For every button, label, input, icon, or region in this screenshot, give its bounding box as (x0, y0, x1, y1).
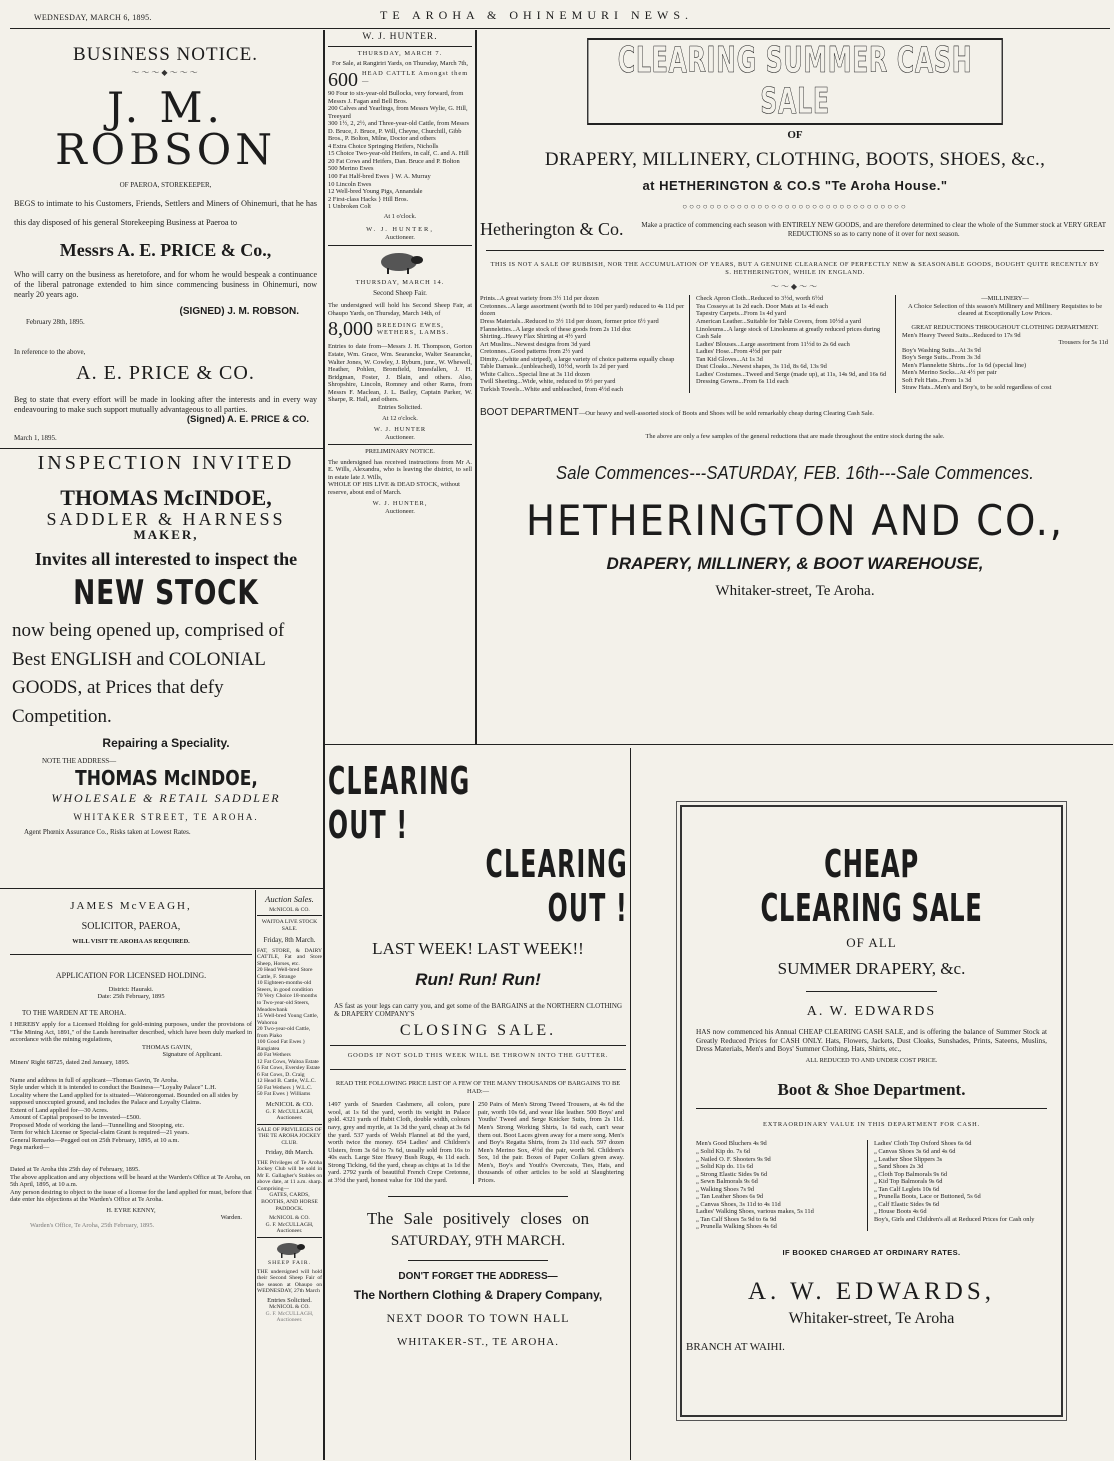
lot-item: 1 Unbroken Colt (328, 203, 371, 211)
clearing-title-2: CLEARING OUT ! (485, 842, 628, 931)
stock-item: 12 Head B. Cattle, W.L.C. (257, 1078, 316, 1085)
warden-name: H. EYRE KENNY, (106, 1206, 156, 1214)
cost-price: ALL REDUCED TO AND UNDER COST PRICE. (805, 1056, 938, 1064)
boot-item: Ladies' Walking Shoes, various makes, 5s 11d (696, 1208, 814, 1216)
stock-item: 20 Two-year-old Cattle, from Piako (257, 1026, 311, 1039)
gutter-line: GOODS IF NOT SOLD THIS WEEK WILL BE THROWN INTO THE GUTTER. (347, 1051, 609, 1059)
of-line: OF (787, 128, 803, 141)
dont-forget: DON'T FORGET THE ADDRESS— (398, 1271, 558, 1283)
price-item: Straw Hats...Men's and Boy's, to be sold regardless of cost (902, 384, 1052, 392)
price-signature: (Signed) A. E. PRICE & CO. (186, 414, 309, 426)
practice-text: Make a practice of commencing each season with ENTIRELY NEW GOODS, and are therefore determined to clear the whole of the Summer stock at VERY GREAT REDUCTIONS so as to carry none of it over for next season. (641, 221, 1107, 238)
price-item: Dust Cloaks...Newest shapes, 3s 11d, 8s 6d, 13s 9d (696, 363, 827, 371)
genuine-notice: THIS IS NOT A SALE OF RUBBISH, NOR THE ACCUMULATION OF YEARS, BUT A GENUINE CLEARANCE OF PERFECTLY NEW & SEASONABLE GOODS, BOUGHT QUITE RECENTLY BY S. HETHERINGTON, WHILE IN ENGLAND. (490, 261, 1100, 276)
warden-office: Warden's Office, Te Aroha, 25th February, 1895. (30, 1221, 155, 1229)
privileges-items: GATES, CARDS, BOOTHS, AND HORSE PADDOCK. (261, 1192, 318, 1212)
price-item: Turkish Towels...White and unbleached, from 4½d each (480, 385, 624, 393)
boot-item: „ Cloth Top Balmorals 9s 6d (874, 1170, 948, 1178)
stock-item: 6 Fat Cows, D. Craig (257, 1071, 305, 1078)
boot-department: Boot & Shoe Department. (777, 1080, 966, 1100)
stock-item: 50 Fat Ewes } Williams (257, 1091, 311, 1098)
invite-line: Invites all interested to inspect the (34, 549, 298, 570)
auction-sign: McNICOL & CO. (265, 1100, 314, 1108)
booked-line: IF BOOKED CHARGED AT ORDINARY RATES. (782, 1247, 961, 1257)
robson-notice: BUSINESS NOTICE. ～～～◆～～～ J. M. ROBSON OF PAEROA, STOREKEEPER, BEGS to intimate to his Customers, Friends, Settlers and Miners of Ohinemuri, that he has this day disposed of his general Storekeeping Business at Paeroa to Messrs A. E. PRICE & Co., Who will carry on the business as heretofore, and for whom he would bespeak a continuance of the liberal patronage extended to him since commencing business in Ohinemuri, now nearly 20 years ago. (SIGNED) J. M. ROBSON. February 28th, 1895. In reference to the above, A. E. PRICE & CO. Beg to state that every effort will be made in looking after the interests and in every way endeavouring to make such support mutually advantageous to all parties. (Signed) A. E. PRICE & CO. March 1, 1895. (14, 44, 317, 443)
heard-line: The above application and any objections will be heard at the Warden's Office at Te Aroha, on 5th April, 1895, at 10 a.m. (10, 1173, 251, 1189)
boot-heading: BOOT DEPARTMENT (480, 407, 579, 419)
sheep-entries: Entries Solicited. (267, 1296, 312, 1304)
lot-item: 20 Fat Cows and Heifers, Dan. Bruce and P. Bolton (328, 157, 460, 165)
lot-item: 500 Merino Ewes (328, 165, 374, 173)
boot-item: „ Sand Shoes 2s 3d (874, 1163, 924, 1171)
price-item: Prints...A great variety from 3½ 11d per dozen (480, 295, 599, 303)
boot-item: „ Canvas Shoes 3s 6d and 4s 6d (874, 1147, 956, 1155)
hetherington-address: Whitaker-street, Te Aroha. (715, 583, 875, 600)
next-door: NEXT DOOR TO TOWN HALL (386, 1311, 570, 1326)
goods-line: DRAPERY, MILLINERY, CLOTHING, BOOTS, SHOES, &c., (544, 149, 1046, 171)
applicant-sig: Signature of Applicant. (162, 1051, 222, 1059)
lot-item: 10 Lincoln Ewes (328, 180, 372, 188)
firm-name: Hetherington & Co. (480, 219, 624, 240)
prelim-whole: WHOLE OF HIS LIVE & DEAD STOCK, without reserve, about end of March. (328, 481, 460, 496)
company-street: WHITAKER-ST., TE AROHA. (397, 1336, 559, 1349)
stock-item: 50 Fat Wethers } W.L.C. (257, 1084, 313, 1091)
stock-item: 20 Head Well-bred Store Cattle, F. Strange (257, 967, 313, 980)
price-item: Twill Sheeting...Wide, white, reduced to 9½ per yard (480, 378, 616, 386)
lot-item: 300 1½, 2, 2½, and Three-year-old Cattle, from Messrs D. Bruce, J. Bruce, P. Will, Cheyne, Churchill, Gibb Bros., P. Bolton, Milne, Doctor and others (328, 120, 470, 143)
price-item: Cretonnes...A large assortment (worth 8d to 10d per yard) reduced to 4s 11d per dozen (480, 302, 685, 318)
reference-line: In reference to the above, (14, 348, 86, 357)
warehouse-line: DRAPERY, MILLINERY, & BOOT WAREHOUSE, (606, 553, 984, 573)
issue-date: WEDNESDAY, MARCH 6, 1895. (34, 13, 152, 22)
mcnicol-auction-sales (257, 893, 322, 1455)
boot-item: „ Tan Calf Leglets 10s 6d (874, 1185, 940, 1193)
price-item: Ladies' Blouses...Large assortment from 11½d to 2s 6d each (696, 340, 850, 348)
mcindoe-trade-2: MAKER, (133, 527, 199, 543)
price-item: Men's Heavy Tweed Suits...Reduced to 17s 9d (902, 331, 1021, 339)
privileges-date: Friday, 8th March. (265, 1149, 314, 1157)
boot-item: „ Nailed O. F. Shooters 9s 9d (696, 1155, 771, 1163)
cattle-count: 600 (328, 69, 358, 92)
summer-drapery: SUMMER DRAPERY, &c. (777, 959, 966, 979)
of-all: OF ALL (846, 935, 897, 951)
price-item: Shirting...Heavy Flax Shirting at 4½ yard (480, 333, 586, 341)
repairing-line: Repairing a Speciality. (102, 736, 230, 751)
auction-firm: McNICOL & CO. (269, 906, 310, 913)
cattle-heading: HEAD CATTLE Amongst them— (362, 70, 469, 85)
millinery-text: A Choice Selection of this season's Millinery and Millinery Requisites to be cleared at Exceptionally Low Prices. (907, 302, 1103, 318)
detail-item: Locality where the Land applied for is situated—Waiorongomai. Bounded on all sides by supposed unoccupied ground, and includes the Palace and Loyalty Claims. (10, 1091, 239, 1107)
holding-district: District: Hauraki. (108, 985, 154, 993)
price-item: Men's Merino Socks...At 4½ per pair (902, 369, 997, 377)
robson-body: BEGS to intimate to his Customers, Friends, Settlers and Miners of Ohinemuri, that he has this day disposed of his general Storekeeping Business at Paeroa to (14, 199, 317, 227)
edwards-advert (680, 805, 1063, 1417)
auctioneer-title: Auctioneer. (385, 233, 415, 241)
price-item: Dimity...(white and striped), a large variety of choice patterns equally cheap (480, 355, 675, 363)
buyer-name: Messrs A. E. PRICE & Co., (59, 239, 272, 260)
price-item: Table Damask...(unbleached), 10½d, worth 1s 2d per yard (480, 363, 629, 371)
dated-line: Dated at Te Aroha this 25th day of February, 1895. (10, 1165, 140, 1173)
mcveagh-name: JAMES McVEAGH, (70, 900, 192, 912)
stock-item: 40 Fat Wethers (257, 1052, 291, 1059)
detail-item: Name and address in full of applicant—Thomas Gavin, Te Aroha. (10, 1076, 179, 1084)
lot-item: 2 First-class Hacks } Hill Bros. (328, 195, 409, 203)
stock-item: 10 Eighteen-months-old Steers, in good condition (257, 980, 313, 993)
auction-sign-3: McNICOL & CO. (269, 1304, 310, 1311)
detail-item: Style under which it is intended to conduct the Business—"Loyalty Palace" L.H. (10, 1084, 217, 1092)
robson-signature: (SIGNED) J. M. ROBSON. (179, 306, 299, 318)
sale-date-1: THURSDAY, MARCH 7. (357, 49, 443, 57)
sheep-fair-heading: SHEEP FAIR. (267, 1260, 311, 1267)
sale-closes: The Sale positively closes on (366, 1209, 590, 1229)
privileges-sale: SALE OF PRIVILEGES OF THE TE AROHA JOCKEY CLUB. (257, 1126, 322, 1146)
lot-item: 100 Fat Half-bred Ewes } W. A. Murray (328, 173, 431, 181)
sale-time: At 1 o'clock. (383, 212, 417, 220)
sale-commences: Sale Commences---SATURDAY, FEB. 16th---Sale Commences. (555, 462, 1035, 483)
cattle-list (328, 90, 472, 211)
boot-item: „ Sewn Balmorals 9s 6d (696, 1178, 758, 1186)
price-item: Tan Kid Gloves...At 1s 3d (696, 355, 763, 363)
lot-item: 15 Choice Two-year-old Heifers, in calf, C. and A. Hill (328, 150, 469, 158)
notice-heading: BUSINESS NOTICE. (73, 44, 258, 65)
detail-item: Extent of Land applied for—30 Acres. (10, 1106, 109, 1114)
mcveagh-column (10, 894, 252, 1456)
mcindoe-name-2: THOMAS McINDOE, (74, 766, 258, 791)
edwards-name-2: A. W. EDWARDS, (748, 1277, 995, 1305)
house-line: at HETHERINGTON & CO.S "Te Aroha House." (642, 178, 948, 194)
boot-item: Boy's, Girls and Children's all at Reduced Prices for Cash only (874, 1215, 1035, 1223)
sale-title: CLEARING SUMMER CASH SALE (587, 38, 1003, 125)
lead-lot: FAT, STORE, & DAIRY CATTLE, Fat and Store Sheep, Horses, etc. (257, 947, 322, 967)
miners-right: Miners' Right 68725, dated 2nd January, 1895. (10, 1058, 130, 1066)
holding-details (10, 1077, 252, 1152)
mcveagh-visit: WILL VISIT TE AROHA AS REQUIRED. (72, 938, 190, 946)
boot-prices-left (696, 1140, 868, 1231)
price-list-1 (480, 295, 690, 393)
holding-heading: APPLICATION FOR LICENSED HOLDING. (55, 970, 207, 980)
newspaper-title: TE AROHA & OHINEMURI NEWS. (380, 9, 693, 22)
entries-solicited: Entries Solicited. (377, 403, 423, 411)
sheep-fair: Second Sheep Fair. (373, 289, 427, 298)
fair-entries: Entries to date from—Messrs J. H. Thompson, Gorton Estate, Wm. Grace, Wm. Searancke, Walter Searancke, Walter Jones, W. Cowley, J. Ryburn, junr., W. Whewell, Heather, Pohlen, Bromfield, Innesfallen, J. H. Bridgman, Foster, J. Blain, and others. Also, Shropshire, Lincoln, Romney and other Rams, from Messrs F. Maclean, J. L. Bailey, Captain Parker, W. Sharpe, R. Hall, and others. (328, 343, 472, 404)
edwards-address: Whitaker-street, Te Aroha (788, 1310, 955, 1328)
prelim-heading: PRELIMINARY NOTICE. (365, 448, 435, 456)
price-list-heading: READ THE FOLLOWING PRICE LIST OF A FEW OF THE MANY THOUSANDS OF BARGAINS TO BE HAD:— (335, 1080, 621, 1095)
boot-item: „ Kid Top Balmorals 9s 6d (874, 1178, 943, 1186)
robson-name: J. M. ROBSON (55, 83, 276, 175)
auction-auctioneer-2: G. F. McCULLAGH, Auctioneer. (265, 1221, 314, 1235)
price-item: Check Apron Cloth...Reduced to 3½d, worth 6½d (696, 295, 824, 303)
price-item: Boy's Serge Suits...From 3s 3d (902, 354, 981, 362)
sale-day: SATURDAY, 9TH MARCH. (390, 1232, 566, 1249)
price-item: Cretonnes...Good patterns from 2½ yard (480, 348, 584, 356)
boot-item: „ Leather Shoe Slippers 3s (874, 1155, 943, 1163)
price-list-2 (696, 295, 896, 393)
robson-body2: Who will carry on the business as heretofore, and for whom he would bespeak a continuance of the liberal patronage extended to him since commencing business in Ohinemuri, now nearly 20 years ago. (14, 270, 317, 300)
edwards-body: HAS now commenced his Annual CHEAP CLEARING CASH SALE, and is offering the balance of Summer Stock at Greatly Reduced Prices for CASH ONLY. Hats, Flowers, Jackets, Dust Cloaks, Sunshades, Prints, Sateens, Muslins, Dress Materials, Men's and Boys' Summer Clothing, Hats, Shirts, etc., (696, 1026, 1047, 1054)
detail-item: Proposed Mode of working the land—Tunnelling and Stooping, etc. (10, 1121, 185, 1129)
mcindoe-trade-3: WHOLESALE & RETAIL SADDLER (51, 791, 281, 806)
price-item: Men's Flannelette Shirts...for 1s 6d (special line) (902, 361, 1027, 369)
robson-date: February 28th, 1895. (26, 317, 85, 326)
auctioneer-name-2: W. J. HUNTER (373, 425, 427, 433)
price-list-3 (902, 332, 1108, 392)
stock-item: 12 Fat Cows, Waitoa Estate (257, 1058, 319, 1065)
price-body: Beg to state that every effort will be made in looking after the interests and in every way endeavouring to make such support mutually advantageous to all parties. (14, 395, 317, 415)
mcveagh-title: SOLICITOR, PAEROA, (81, 920, 181, 932)
boot-item: „ Calf Elastic Sides 9s 6d (874, 1200, 940, 1208)
clearing-out-advert (328, 748, 628, 1458)
price-item: Tea Cosseys at 1s 2d each. Door Mats at 1s 4d each (696, 302, 828, 310)
boot-item: „ Prunella Walking Shoes 4s 6d (696, 1223, 777, 1231)
robson-trade: OF PAEROA, STOREKEEPER, (119, 181, 212, 190)
detail-item: General Remarks—Pegged out on 25th February, 1895, at 10 a.m. (10, 1136, 180, 1144)
stock-list (257, 967, 322, 1098)
auctioneer-title-2: Auctioneer. (385, 433, 415, 441)
closing-sale: CLOSING SALE. (399, 1022, 557, 1040)
holding-date: Date: 25th February, 1895 (97, 993, 165, 1001)
edwards-title: CHEAP CLEARING SALE (760, 842, 983, 930)
price-item: Dressing Gowns...From 6s 11d each (696, 378, 789, 386)
sheep-fair-body: THE undersigned will hold their Second Sheep Fair of the season at Ohaupo on WEDNESDAY, 27th March (257, 1268, 322, 1295)
sheep-heading: BREEDING EWES, WETHERS, LAMBS. (377, 321, 449, 337)
sheep-icon (375, 250, 425, 274)
auction-sign-2: McNICOL & CO. (269, 1215, 310, 1222)
auctioneer-name: W. J. HUNTER, (366, 226, 434, 234)
holding-body: I HEREBY apply for a Licensed Holding for gold-mining purposes, under the provisions of "The Mining Act, 1891," of the Lands hereinafter described, which have been duly marked in accordance with the mining regulations, (10, 1021, 252, 1044)
auctioneer-title-3: Auctioneer. (385, 507, 415, 515)
price-item: Art Muslins...Newest designs from 3d yard (480, 340, 591, 348)
stock-item: 6 Fat Cows, Eversley Estate (257, 1065, 320, 1072)
run-line: Run! Run! Run! (415, 970, 541, 990)
millinery-heading: —MILLINERY— (981, 295, 1029, 303)
boot-item: Men's Good Bluchers 4s 9d (696, 1140, 767, 1148)
auctioneer-name-3: W. J. HUNTER, (372, 500, 428, 508)
sale-date-2: THURSDAY, MARCH 14. (355, 278, 445, 286)
price-item: Ladies' Hose...From 4½d per pair (696, 348, 782, 356)
bargains-right: 250 Pairs of Men's Strong Tweed Trousers, at 4s 6d the pair, worth 10s 6d, and wear like leather. 500 Boys' and Youths' Tweed and Serge Knicker Suits, from 2s 11d. Men's Strong Working Shirts, 1s 6d each, can't wear them out. Boot Laces given away for a mere song. Men's and Boy's Regatta Shirts, from 2s 11d each. 597 dozen Men's Merino Sox, 4½d the pair, worth 9d. Children's Sox, 1d the pair. Boxes of Paper Collars given away. Men's, Boy's and Youth's Overcoats, Ties, Hats, and thousands of other articles to be sold at Slaughtering Prices. (478, 1101, 624, 1184)
boot-item: Ladies' Cloth Top Oxford Shoes 6s 6d (874, 1140, 972, 1148)
clothing-heading: GREAT REDUCTIONS THROUGHOUT CLOTHING DEPARTMENT. (911, 324, 1099, 331)
boot-item: „ Canvas Shoes, 3s 11d to 4s 11d (696, 1200, 781, 1208)
stock-item: 70 Very Choice 18-months to Two-year-old Steers, Meadowbank (257, 993, 318, 1013)
boot-item: „ Strong Elastic Sides 9s 6d (696, 1170, 768, 1178)
boot-item: „ Solid Kip do. 11s 6d (696, 1163, 753, 1171)
price-item: Soft Felt Hats...From 1s 3d (902, 376, 972, 384)
new-stock: NEW STOCK (73, 572, 259, 613)
lot-item: 90 Four to six-year-old Bullocks, very forward, from Messrs J. Fagan and Bell Bros. (328, 90, 464, 105)
masthead (0, 0, 1114, 28)
price-item: Linoleums...A large stock of Linoleums at greatly reduced prices during Cash Sale (696, 325, 881, 341)
sale-intro: For Sale, at Rangiriri Yards, on Thursday, March 7th, (332, 60, 468, 68)
agent-line: Agent Phœnix Assurance Co., Risks taken at Lowest Rates. (24, 828, 191, 837)
boot-item: „ Tan Calf Shoes 5s 9d to 6s 9d (696, 1215, 777, 1223)
mcindoe-trade: SADDLER & HARNESS (46, 509, 286, 530)
sale-time-2: At 12 o'clock. (382, 415, 418, 423)
privileges-body: THE Privileges of Te Aroha Jockey Club will be sold in Mr E. Gallagher's Stables on above date, at 11 a.m. sharp. Comprising— (257, 1159, 322, 1192)
waitoa-sale: WAITOA LIVE STOCK SALE. (261, 919, 318, 932)
price-item: Trousers for 5s 11d (1058, 339, 1108, 347)
company-name: The Northern Clothing & Drapery Company, (353, 1287, 603, 1302)
stock-item: 100 Good Fat Ewes } Rangiatea (257, 1039, 306, 1052)
last-week: LAST WEEK! LAST WEEK!! (372, 938, 584, 958)
price-item: Flannelettes...A large stock of these goods from 2s 11d doz (480, 325, 631, 333)
boot-item: „ House Boots 4s 6d (874, 1208, 927, 1216)
prelim-body: The undersigned has received instructions from Mr A. E. Wills, Alexandra, who is leaving the district, to sell in estate late J. Wills, (328, 458, 472, 481)
sheep-icon (273, 1240, 307, 1258)
auction-heading: Auction Sales. (265, 894, 314, 904)
boot-prices-right (874, 1140, 1046, 1231)
detail-item: Amount of Capital proposed to be invested—£500. (10, 1114, 141, 1122)
hunter-name: W. J. HUNTER. (362, 32, 438, 42)
fair-body: The undersigned will hold his Second Sheep Fair, at Ohaupo Yards, on Thursday, March 14th, of (328, 302, 472, 317)
applicant-name: THOMAS GAVIN, (142, 1043, 192, 1051)
price-date: March 1, 1895. (14, 434, 57, 443)
inspection-heading: INSPECTION INVITED (37, 452, 295, 474)
auction-auctioneer-3: G. F. McCULLAGH, Auctioneer. (265, 1310, 314, 1324)
warden-title: Warden. (220, 1214, 242, 1222)
lot-item: 4 Extra Choice Springing Heifers, Nicholls (328, 142, 439, 150)
price-item: Tapestry Carpets...From 1s 4d yard (696, 310, 786, 318)
detail-item: Pegs marked— (10, 1144, 50, 1152)
hetherington-advert: CLEARING SUMMER CASH SALE OF DRAPERY, MILLINERY, CLOTHING, BOOTS, SHOES, &c., at HETHERINGTON & CO.S "Te Aroha House." ○○○○○○○○○○○○○○○○○○○○○○○○○○○○○○○○○ Hetherington & Co. Make a practice of commencing each season with ENTIRELY NEW GOODS, and are therefore determined to clear the whole of the Summer stock at VERY GREAT REDUCTIONS so as to carry none of it over for next season. THIS IS NOT A SALE OF RUBBISH, NOR THE ACCUMULATION OF YEARS, BUT A GENUINE CLEARANCE OF PERFECTLY NEW & SEASONABLE GOODS, BOUGHT QUITE RECENTLY BY S. HETHERINGTON, WHILE IN ENGLAND. ～～◆～～ Prints...A great variety from 3½ 11d per dozen Cretonnes...A large assortment (worth 8d to 10d per yard) reduced to 4s 11d per dozen Dress Materials...Reduced to 3½ 11d per dozen, former price 6½ yard Flannelettes...A large stock of these goods from 2s 11d doz Shirting...Heavy Flax Shirting at 4½ yard Art Muslins...Newest designs from 3d yard Cretonnes...Good patterns from 2½ yard Dimity...(white and striped), a large variety of choice patterns equally cheap Table Damask...(unbleached), 10½d, worth 1s 2d per yard White Calico...Special line at 3s 11d dozen Twill Sheeting...Wide, white, reduced to 9½ per yard Turkish Towels...White and unbleached, from 4½d each Check Apron Cloth...Reduced to 3½d, worth 6½d Tea Cosseys at 1s 2d each. Door Mats at 1s 4d each Tapestry Carpets...From 1s 4d yard American Leather...Suitable for Table Covers, from 10½d a yard Linoleums...A large stock of Linoleums at greatly reduced prices during Cash Sale Ladies' Blouses...Large assortment from 11½d to 2s 6d each Ladies' Hose...From 4½d per pair Tan Kid Gloves...At 1s 3d Dust Cloaks...Newest shapes, 3s 11d, 8s 6d, 13s 9d Ladies' Costumes...Tweed and Serge (made up), at 11s, 14s 9d, and 16s 6d Dressing Gowns...From 6s 11d each —MILLINERY— A Choice Selection of this season's Millinery and Millinery Requisites to be cleared at Exceptionally Low Prices. GREAT REDUCTIONS THROUGHOUT CLOTHING DEPARTMENT. Men's Heavy Tweed Suits...Reduced to 17s 9d Trousers for 5s 11d Boy's Washing Suits...At 3s 9d Boy's Serge Suits...From 3s 3d Men's Flannelette Shirts...for 1s 6d (special line) Men's Merino Socks...At 4½ per pair Soft Felt Hats...From 1s 3d Straw Hats...Men's and Boy's, to be sold regardless of cost BOOT DEPARTMENT —Our heavy and well-assorted stock of Boots and Shoes will be sold remarkably cheap during Clearing Cash Sale. The above are only a few samples of the general reductions that are made throughout the entire stock during the sale. Sale Commences---SATURDAY, FEB. 16th---Sale Commences. HETHERINGTON AND CO., DRAPERY, MILLINERY, & BOOT WAREHOUSE, Whitaker-street, Te Aroha. (480, 40, 1108, 600)
price-name: A. E. PRICE & CO. (76, 362, 255, 385)
detail-item: Term for which License or Special-claim Grant is required—21 years. (10, 1129, 190, 1137)
price-item: White Calico...Special line at 3s 11d dozen (480, 370, 590, 378)
edwards-name: A. W. EDWARDS (806, 1003, 937, 1019)
price-item: Dress Materials...Reduced to 3½ 11d per dozen, former price 6½ yard (480, 318, 659, 325)
price-item: American Leather...Suitable for Table Covers, from 10½d a yard (696, 318, 862, 325)
mcindoe-body: now being opened up, comprised of Best ENGLISH and COLONIAL GOODS, at Prices that defy Competition. (12, 620, 285, 727)
stock-item: 15 Well-bred Young Cattle, Wahoroa (257, 1013, 319, 1026)
boot-text: —Our heavy and well-assorted stock of Boots and Shoes will be sold remarkably cheap during Clearing Cash Sale. (578, 410, 874, 418)
mcindoe-address: WHITAKER STREET, TE AROHA. (73, 811, 259, 822)
boot-item: „ Prunella Boots, Lace or Buttoned, 5s 6d (874, 1193, 981, 1201)
warden-address: TO THE WARDEN AT TE AROHA. (22, 1008, 126, 1017)
clearing-title-1: CLEARING OUT ! (328, 759, 471, 847)
branch-line: BRANCH AT WAIHI. (686, 1340, 785, 1353)
bargains-left: 1497 yards of Snarden Cashmere, all colors, pure wool, at 1s 6d the yard, worth its weight in Palace gold. 4321 yards of Habit Cloth, double width, colours navy, grey and myrtle, at 1s 3d the yard, cheap at 3s 6d the yard. 537 yards of Welsh Flannel at 8d the yard, worth twice the money. 654 Ladies' and Children's Ulsters, from 3s 6d to 7s 6d, usually sold from 16s to 40s each. Large Size Heavy Bush Rugs, 4s 11d each. Strong Ticking, 6d the yard, cheap as chips at 1s 1d the yard. 2792 yards of beautiful French Crepe Cretonne, at 3½d the yard, honest value for 10d the yard. (328, 1101, 474, 1184)
mcindoe-advert (12, 452, 320, 884)
sheep-count: 8,000 (328, 318, 373, 341)
boot-item: „ Tan Leather Shoes 6s 9d (696, 1193, 764, 1201)
address-note: NOTE THE ADDRESS— (42, 756, 117, 765)
lot-item: 200 Calves and Yearlings, from Messrs Wylie, G. Hill, Treeyard (328, 105, 468, 120)
auction-auctioneer: G. F. McCULLAGH, Auctioneer. (265, 1108, 314, 1122)
hetherington-name: HETHERINGTON AND CO., (526, 496, 1064, 546)
price-item: Boy's Washing Suits...At 3s 9d (902, 346, 981, 354)
mcindoe-name: THOMAS McINDOE, (60, 485, 272, 510)
hunter-column (328, 32, 472, 740)
object-line: Any person desiring to object to the issue of a license for the land applied for must, before that date enter his objections at the Warden's Office at Te Aroha. (10, 1188, 252, 1204)
boot-item: „ Walking Shoes 7s 9d (696, 1185, 754, 1193)
lot-item: 12 Well-bred Young Pigs, Annandale (328, 188, 423, 196)
waitoa-date: Friday, 8th March. (263, 935, 316, 944)
clearing-intro: AS fast as your legs can carry you, and get some of the BARGAINS at the NORTHERN CLOTHING & DRAPERY COMPANY'S (334, 1001, 622, 1019)
boot-item: „ Solid Kip do. 7s 6d (696, 1147, 750, 1155)
samples-text: The above are only a few samples of the general reductions that are made throughout the entire stock during the sale. (645, 432, 945, 440)
price-item: Ladies' Costumes...Tweed and Serge (made up), at 11s, 14s 9d, and 16s 6d (696, 370, 887, 378)
extraordinary-value: EXTRAORDINARY VALUE IN THIS DEPARTMENT FOR CASH. (763, 1120, 980, 1128)
